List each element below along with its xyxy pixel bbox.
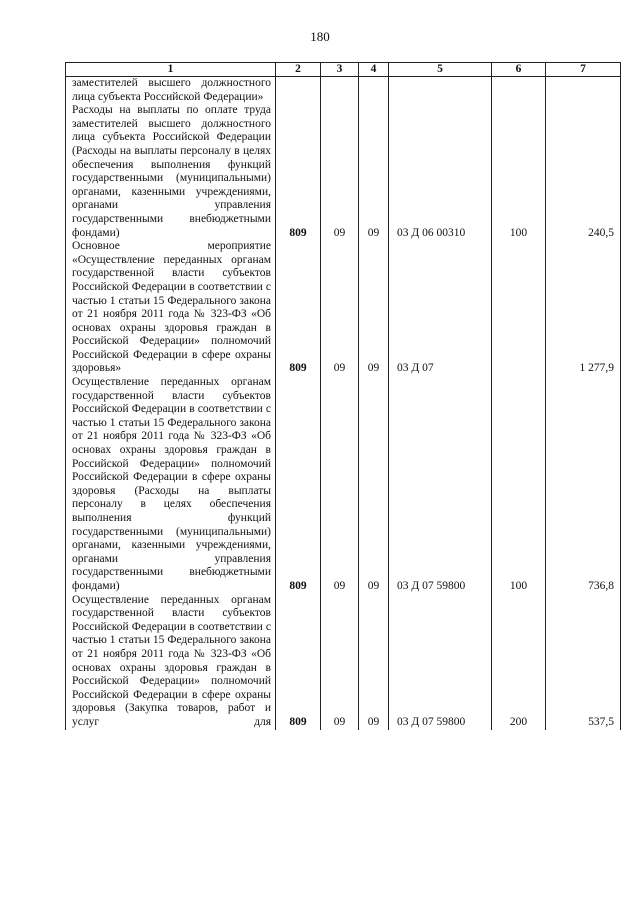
table-row (66, 77, 621, 105)
budget-table (65, 62, 621, 730)
row-section (321, 77, 359, 105)
column-header-7: 7 (546, 63, 621, 77)
page-number: 180 (310, 29, 330, 44)
row-code: 809 (276, 594, 321, 730)
row-description: Осуществление переданных органам государственной власти субъектов Российской Федерации в соответствии с частью 1 статьи 15 Федерального закона от 21 ноября 2011 года № 323-ФЗ «Об основах охраны здоровья граждан в Российской Федерации» полномочий Российской Федерации в сфере охраны здоровья (Закупка товаров, работ и услуг для (66, 594, 276, 730)
row-subsection: 09 (359, 240, 389, 376)
row-target: 03 Д 06 00310 (389, 104, 492, 240)
row-code: 809 (276, 376, 321, 594)
row-target: 03 Д 07 (389, 240, 492, 376)
row-expense-type: 100 (492, 376, 546, 594)
row-target: 03 Д 07 59800 (389, 376, 492, 594)
table-row (66, 240, 621, 376)
row-section: 09 (321, 594, 359, 730)
column-header-5: 5 (389, 63, 492, 77)
column-header-6: 6 (492, 63, 546, 77)
row-amount: 240,5 (546, 104, 621, 240)
table-header-row (66, 63, 621, 77)
column-header-4: 4 (359, 63, 389, 77)
row-expense-type: 200 (492, 594, 546, 730)
row-expense-type (492, 240, 546, 376)
row-code (276, 77, 321, 105)
row-amount: 1 277,9 (546, 240, 621, 376)
column-header-3: 3 (321, 63, 359, 77)
row-section: 09 (321, 104, 359, 240)
row-code: 809 (276, 240, 321, 376)
row-amount (546, 77, 621, 105)
table-row (66, 594, 621, 730)
row-description: Основное мероприятие «Осуществление переданных органам государственной власти субъектов Российской Федерации в соответствии с частью 1 статьи 15 Федерального закона от 21 ноября 2011 года № 323-ФЗ «Об основах охраны здоровья граждан в Российской Федерации» полномочий Российской Федерации в сфере охраны здоровья» (66, 240, 276, 376)
row-expense-type: 100 (492, 104, 546, 240)
row-amount: 736,8 (546, 376, 621, 594)
row-amount: 537,5 (546, 594, 621, 730)
row-subsection: 09 (359, 376, 389, 594)
row-target (389, 77, 492, 105)
row-description: заместителей высшего должностного лица субъекта Российской Федерации» (66, 77, 276, 105)
row-section: 09 (321, 240, 359, 376)
row-subsection: 09 (359, 594, 389, 730)
row-subsection (359, 77, 389, 105)
table-row (66, 376, 621, 594)
row-description: Расходы на выплаты по оплате труда заместителей высшего должностного лица субъекта Российской Федерации (Расходы на выплаты персоналу в целях обеспечения выполнения функций государственными (муниципальными) органами, казенными учреждениями, органами управления государственными внебюджетными фондами) (66, 104, 276, 240)
row-code: 809 (276, 104, 321, 240)
row-expense-type (492, 77, 546, 105)
row-subsection: 09 (359, 104, 389, 240)
row-section: 09 (321, 376, 359, 594)
column-header-1: 1 (66, 63, 276, 77)
column-header-2: 2 (276, 63, 321, 77)
table-row (66, 104, 621, 240)
row-target: 03 Д 07 59800 (389, 594, 492, 730)
row-description: Осуществление переданных органам государственной власти субъектов Российской Федерации в соответствии с частью 1 статьи 15 Федерального закона от 21 ноября 2011 года № 323-ФЗ «Об основах охраны здоровья граждан в Российской Федерации» полномочий Российской Федерации в сфере охраны здоровья (Расходы на выплаты персоналу в целях обеспечения выполнения функций государственными (муниципальными) органами, казенными учреждениями, органами управления государственными внебюджетными фондами) (66, 376, 276, 594)
